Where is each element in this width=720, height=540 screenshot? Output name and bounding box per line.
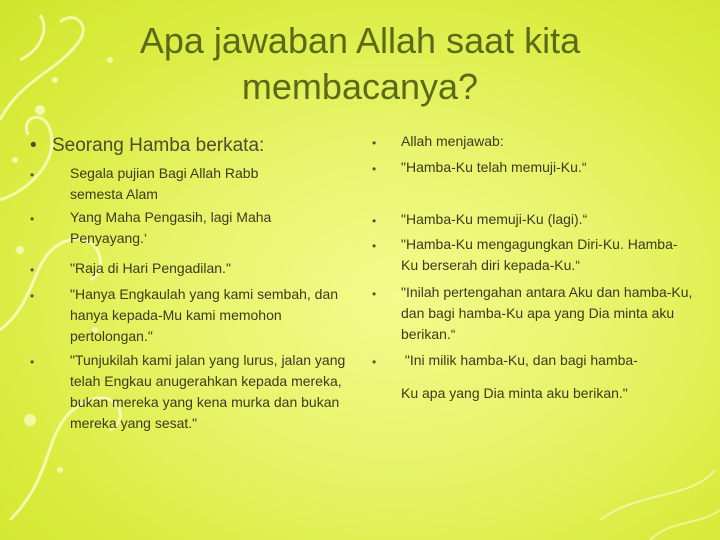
bullet-marker: • [372, 287, 377, 301]
right-item-4: "Hamba-Ku mengagungkan Diri-Ku. Hamba-Ku berserah diri kepada-Ku.“ [401, 236, 678, 273]
bullet-marker: • [372, 214, 377, 228]
bullet-marker: • [30, 289, 35, 303]
left-item-5: "Tunjukilah kami jalan yang lurus, jalan yang telah Engkau anugerahkan kepada mereka, bukan mereka yang kena murka dan bukan mereka yang sesat." [70, 352, 346, 431]
bullet-marker: • [372, 162, 377, 176]
bullet-marker: • [372, 136, 377, 150]
left-item-2: Yang Maha Pengasih, lagi Maha Penyayang.‘ [70, 209, 272, 246]
right-item-1: Allah menjawab: [401, 133, 504, 149]
left-item-4: "Hanya Engkaulah yang kami sembah, dan hanya kepada-Mu kami memohon pertolongan." [70, 286, 339, 344]
left-item-1: Segala pujian Bagi Allah Rabb semesta Alam [70, 165, 259, 202]
right-item-6-continuation: Ku apa yang Dia minta aku berikan." [401, 385, 628, 401]
bullet-marker: • [30, 212, 35, 226]
bullet-marker: • [372, 239, 377, 253]
slide-title-line-2: membacanya? [241, 66, 479, 107]
left-item-3: "Raja di Hari Pengadilan." [70, 260, 231, 276]
bullet-marker: • [30, 355, 35, 369]
left-heading: Seorang Hamba berkata: [52, 135, 265, 156]
slide-title [60, 18, 660, 110]
bullet-marker: • [30, 263, 35, 277]
slide-title-line-1: Apa jawaban Allah saat kita [139, 20, 581, 61]
right-item-3: "Hamba-Ku memuji-Ku (lagi).“ [401, 211, 588, 227]
bullet-marker: • [372, 355, 377, 369]
bullet-marker: • [30, 168, 35, 182]
right-item-2: "Hamba-Ku telah memuji-Ku.“ [401, 159, 587, 175]
right-item-5: "Inilah pertengahan antara Aku dan hamba-Ku, dan bagi hamba-Ku apa yang Dia minta aku berikan.“ [401, 284, 693, 342]
bullet-marker: • [30, 135, 37, 156]
right-item-6: "Ini milik hamba-Ku, dan bagi hamba- [401, 352, 638, 368]
